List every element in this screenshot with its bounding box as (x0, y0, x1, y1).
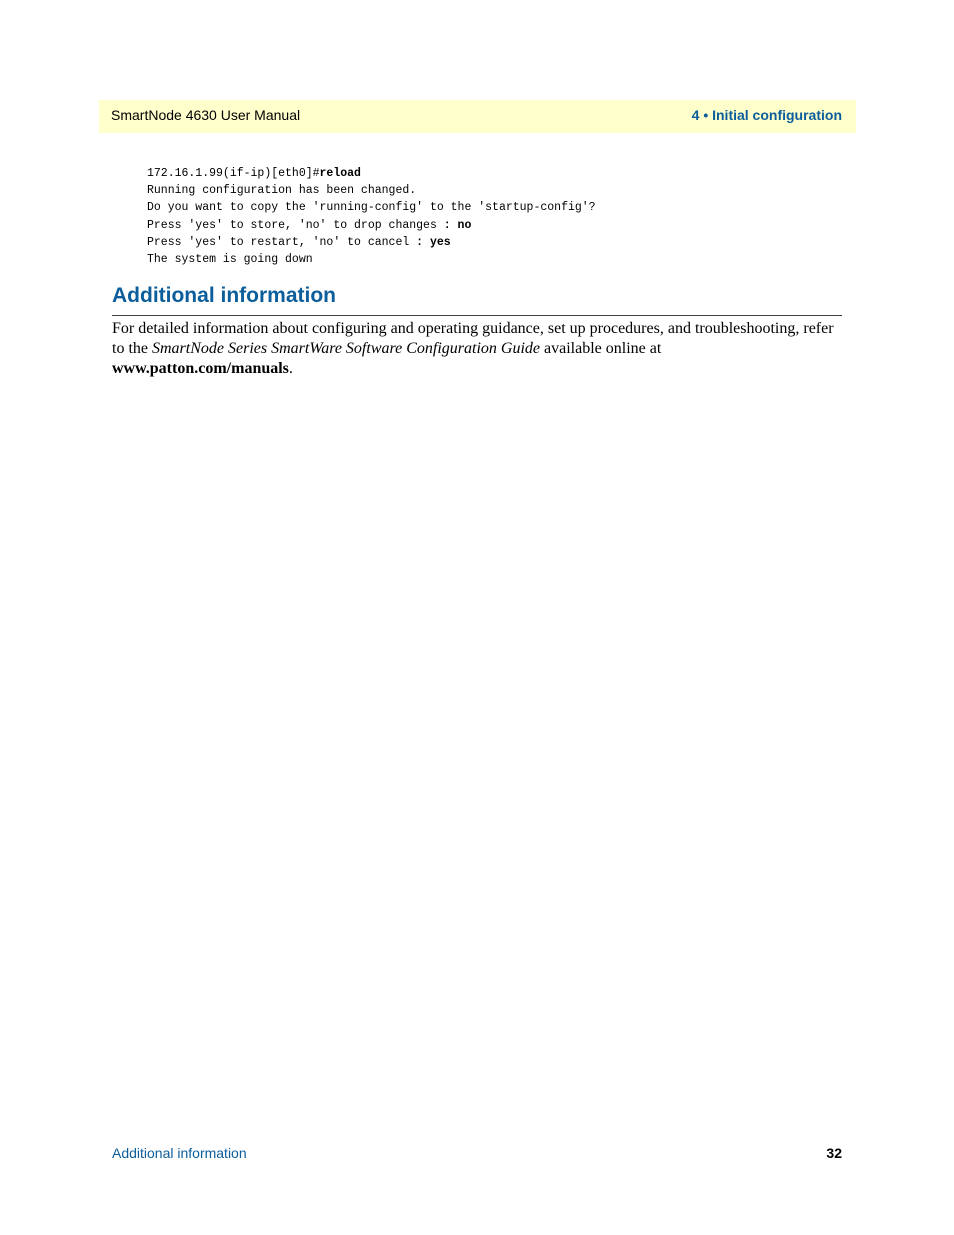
code-line: Do you want to copy the 'running-config' to the 'startup-config'? (147, 201, 596, 215)
code-line (147, 234, 596, 251)
code-prompt-text: Press 'yes' to restart, 'no' to cancel (147, 235, 417, 249)
section-divider (112, 315, 842, 316)
code-line (147, 165, 596, 182)
code-command: reload (319, 167, 361, 180)
body-paragraph (112, 319, 842, 379)
code-line (147, 217, 596, 234)
footer-section-title: Additional information (112, 1145, 247, 1161)
cli-code-block (147, 165, 596, 268)
para-text: For detailed information about configuring and operating guidance, set up procedures, and troubleshooting, refer to the (112, 320, 834, 357)
code-user-input: : no (443, 218, 472, 232)
code-line: The system is going down (147, 252, 313, 266)
guide-title: SmartNode Series SmartWare Software Configuration Guide (152, 340, 540, 357)
chapter-title: 4 • Initial configuration (691, 107, 842, 123)
code-user-input: : yes (416, 235, 451, 249)
page-number: 32 (826, 1145, 842, 1161)
code-prompt-text: Press 'yes' to store, 'no' to drop changes (147, 218, 444, 232)
code-prompt: 172.16.1.99(if-ip)[eth0]# (147, 167, 320, 180)
section-heading: Additional information (112, 284, 336, 307)
para-text: . (288, 360, 293, 377)
running-header (99, 100, 856, 133)
manual-title: SmartNode 4630 User Manual (111, 107, 301, 123)
manuals-link[interactable]: www.patton.com/manuals (112, 360, 289, 377)
code-line: Running configuration has been changed. (147, 184, 417, 198)
para-text: available online at (540, 340, 662, 357)
